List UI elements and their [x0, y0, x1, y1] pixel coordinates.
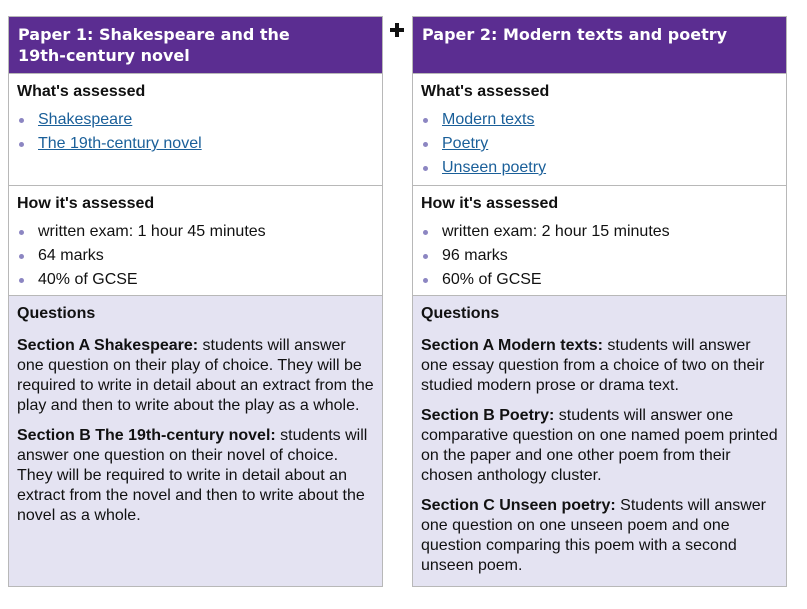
- how-assessed-section: [413, 185, 786, 297]
- whats-assessed-section: [9, 73, 382, 185]
- link-modern-texts[interactable]: Modern texts: [421, 108, 778, 132]
- how-assessed-list: [421, 220, 778, 292]
- whats-assessed-list: [421, 108, 778, 180]
- questions-heading: Questions: [17, 305, 96, 322]
- question-section-a: Section A Modern texts: students will answer one essay question from a choice of two on their studied modern prose or drama text.: [421, 337, 765, 394]
- questions-section: [9, 295, 382, 586]
- list-item: 60% of GCSE: [421, 268, 778, 292]
- whats-assessed-list: [17, 108, 374, 156]
- how-assessed-heading: How it's assessed: [17, 195, 155, 212]
- whats-assessed-heading: What's assessed: [17, 83, 146, 100]
- list-item: written exam: 1 hour 45 minutes: [17, 220, 374, 244]
- questions-heading: Questions: [421, 305, 500, 322]
- question-section-c: Section C Unseen poetry: Students will answer one question on one unseen poem and one question comparing this poem with a second unseen poem.: [421, 497, 766, 574]
- how-assessed-list: [17, 220, 374, 292]
- list-item: 40% of GCSE: [17, 268, 374, 292]
- how-assessed-heading: How it's assessed: [421, 195, 559, 212]
- link-shakespeare[interactable]: Shakespeare: [17, 108, 374, 132]
- list-item: 64 marks: [17, 244, 374, 268]
- paper-2-title: Paper 2: Modern texts and poetry: [413, 17, 786, 73]
- paper-2-card: [412, 16, 787, 587]
- paper-1-card: [8, 16, 383, 587]
- whats-assessed-section: [413, 73, 786, 185]
- list-item: 96 marks: [421, 244, 778, 268]
- question-section-a: Section A Shakespeare: students will answer one question on their play of choice. They will be required to write in detail about an extract from the play and then to write about the play as a whole.: [17, 337, 374, 414]
- questions-section: [413, 295, 786, 586]
- whats-assessed-heading: What's assessed: [421, 83, 550, 100]
- link-unseen-poetry[interactable]: Unseen poetry: [421, 156, 778, 180]
- plus-icon: [389, 22, 405, 38]
- how-assessed-section: [9, 185, 382, 297]
- list-item: written exam: 2 hour 15 minutes: [421, 220, 778, 244]
- link-19th-century-novel[interactable]: The 19th-century novel: [17, 132, 374, 156]
- link-poetry[interactable]: Poetry: [421, 132, 778, 156]
- question-section-b: Section B Poetry: students will answer one comparative question on one named poem printed on the paper and one other poem from their chosen anthology cluster.: [421, 407, 778, 484]
- paper-1-title: Paper 1: Shakespeare and the 19th-century novel: [9, 17, 382, 73]
- question-section-b: Section B The 19th-century novel: students will answer one question on their novel of choice. They will be required to write in detail about an extract from the novel and then to write about the novel as a whole.: [17, 427, 368, 524]
